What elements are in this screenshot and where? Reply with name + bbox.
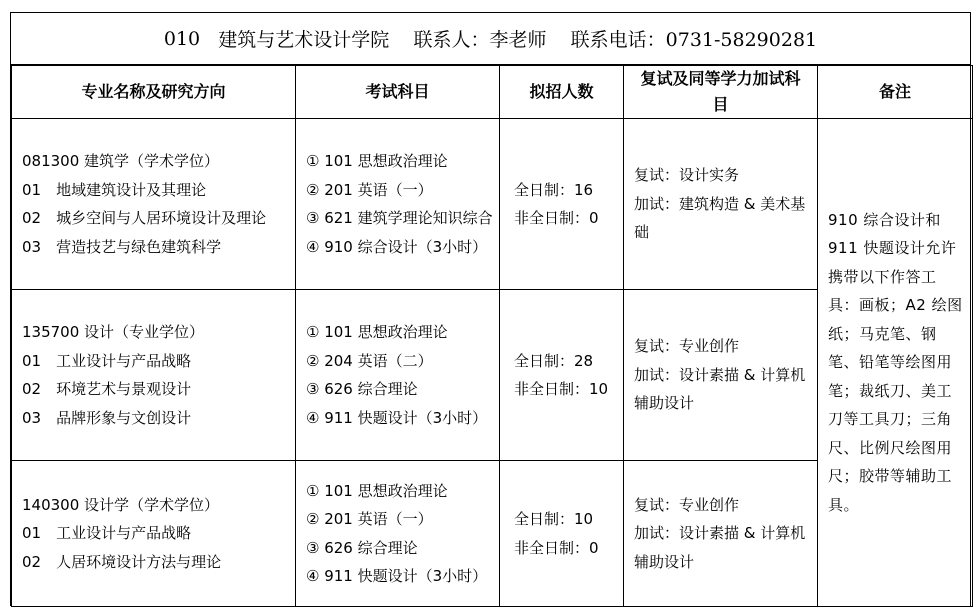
admission-table-sheet (10, 12, 971, 606)
quota-cell (500, 290, 624, 461)
major-title: 081300 建筑学（学术学位） (22, 152, 220, 170)
program-table (11, 65, 973, 607)
research-direction: 02 城乡空间与人居环境设计及理论 (22, 209, 267, 227)
research-direction: 03 营造技艺与绿色建筑科学 (22, 237, 222, 256)
contact-phone: 联系电话：0731-58290281 (570, 29, 818, 51)
department-header (11, 13, 970, 65)
major-title: 135700 设计（专业学位） (22, 323, 205, 341)
quota-cell (500, 119, 624, 290)
retest-subject: 复试：专业创作 (634, 337, 740, 356)
table-header-row (12, 66, 973, 119)
column-header-remark: 备注 (818, 66, 973, 119)
column-header-major: 专业名称及研究方向 (12, 66, 296, 119)
extra-test-subject: 加试：建筑构造 & 美术基础 (634, 194, 806, 242)
exam-subject: ③ 621 建筑学理论知识综合 (306, 209, 493, 227)
exam-subject: ④ 911 快题设计（3小时） (306, 567, 488, 585)
retest-cell (624, 290, 818, 461)
quota-part-time: 非全日制：0 (514, 538, 599, 557)
quota-part-time: 非全日制：10 (514, 380, 609, 398)
major-cell (12, 290, 296, 461)
retest-subject: 复试：设计实务 (634, 166, 740, 185)
research-direction: 01 地域建筑设计及其理论 (22, 180, 207, 199)
column-header-retest: 复试及同等学力加试科目 (624, 66, 818, 119)
extra-test-subject: 加试：设计素描 & 计算机辅助设计 (634, 365, 806, 413)
exam-cell (296, 461, 500, 607)
exam-subject: ② 201 英语（一） (306, 180, 433, 199)
research-direction: 02 人居环境设计方法与理论 (22, 552, 222, 571)
department-name: 建筑与艺术设计学院 (218, 29, 390, 51)
exam-subject: ③ 626 综合理论 (306, 380, 418, 398)
quota-full-time: 全日制：16 (514, 180, 594, 199)
major-cell (12, 461, 296, 607)
retest-subject: 复试：专业创作 (634, 495, 740, 514)
exam-subject: ① 101 思想政治理论 (306, 481, 448, 500)
retest-cell (624, 461, 818, 607)
contact-person: 联系人：李老师 (413, 29, 547, 51)
major-title: 140300 设计学（学术学位） (22, 495, 220, 514)
exam-subject: ② 201 英语（一） (306, 510, 433, 528)
exam-subject: ② 204 英语（二） (306, 351, 433, 370)
exam-subject: ④ 910 综合设计（3小时） (306, 237, 488, 256)
department-code: 010 (163, 27, 201, 50)
quota-cell (500, 461, 624, 607)
exam-subject: ④ 911 快题设计（3小时） (306, 408, 488, 427)
research-direction: 02 环境艺术与景观设计 (22, 380, 192, 398)
exam-subject: ① 101 思想政治理论 (306, 323, 448, 341)
extra-test-subject: 加试：设计素描 & 计算机辅助设计 (634, 524, 806, 571)
quota-part-time: 非全日制：0 (514, 209, 599, 227)
remark-cell: 910 综合设计和 911 快题设计允许携带以下作答工具：画板；A2 绘图纸；马克笔、钢笔、铅笔等绘图用笔；裁纸刀、美工刀等工具刀；三角尺、比例尺绘图用尺；胶带等辅助工具。 (818, 119, 973, 607)
exam-cell (296, 290, 500, 461)
research-direction: 01 工业设计与产品战略 (22, 524, 192, 543)
quota-full-time: 全日制：28 (514, 351, 594, 370)
exam-subject: ③ 626 综合理论 (306, 538, 418, 557)
table-row (12, 119, 973, 290)
column-header-exams: 考试科目 (296, 66, 500, 119)
exam-cell (296, 119, 500, 290)
quota-full-time: 全日制：10 (514, 510, 594, 528)
research-direction: 03 品牌形象与文创设计 (22, 408, 192, 427)
column-header-quota: 拟招人数 (500, 66, 624, 119)
major-cell (12, 119, 296, 290)
exam-subject: ① 101 思想政治理论 (306, 152, 448, 170)
research-direction: 01 工业设计与产品战略 (22, 351, 192, 370)
retest-cell (624, 119, 818, 290)
